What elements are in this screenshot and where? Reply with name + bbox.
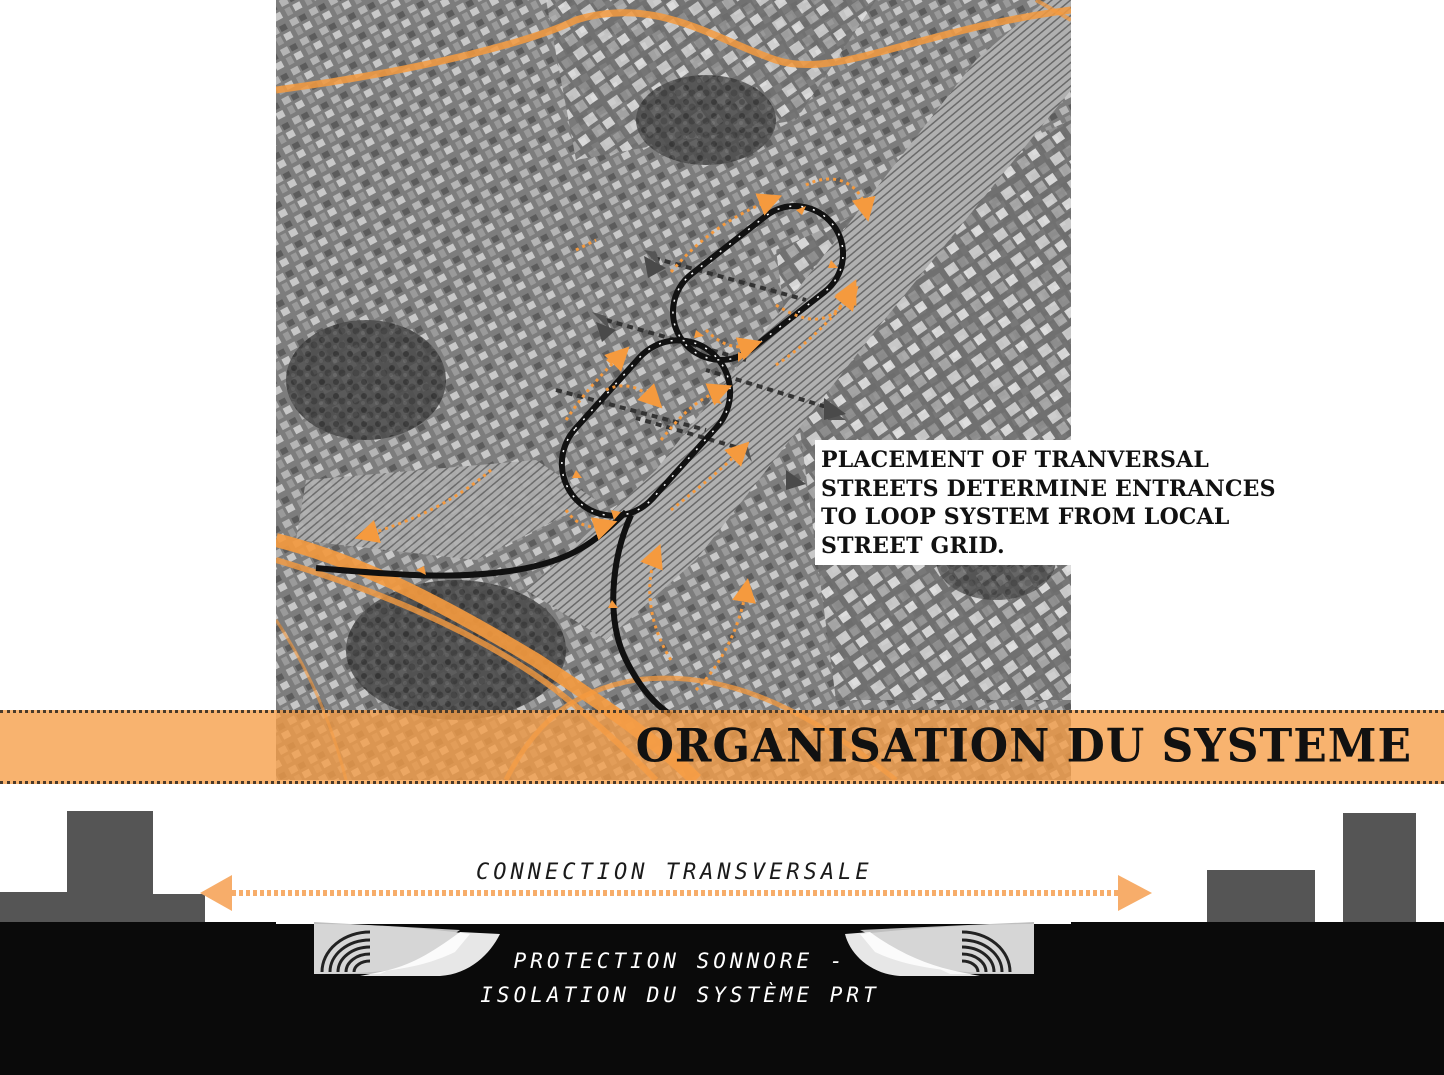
building-right-mid: [1207, 870, 1315, 922]
callout-line-4: STREET GRID.: [821, 532, 1005, 559]
building-left-low: [0, 892, 67, 922]
callout-box: [815, 440, 1276, 565]
building-left-tall: [67, 811, 153, 922]
protection-line-1: PROTECTION SONNORE -: [513, 949, 847, 973]
protection-line-2: ISOLATION DU SYSTÈME PRT: [480, 983, 880, 1007]
building-right-tall: [1343, 813, 1416, 922]
aerial-map: [276, 0, 1071, 780]
building-left-small: [153, 894, 205, 922]
banner-title: ORGANISATION DU SYSTEME: [635, 719, 1412, 774]
callout-line-1: PLACEMENT OF TRANVERSAL: [821, 447, 1210, 473]
callout-line-3: TO LOOP SYSTEM FROM LOCAL: [821, 504, 1230, 530]
connection-label: CONNECTION TRANSVERSALE: [476, 860, 873, 885]
protection-label: [430, 944, 930, 1012]
callout-line-2: STREETS DETERMINE ENTRANCES: [821, 475, 1276, 502]
cross-section-diagram: [0, 784, 1444, 1075]
